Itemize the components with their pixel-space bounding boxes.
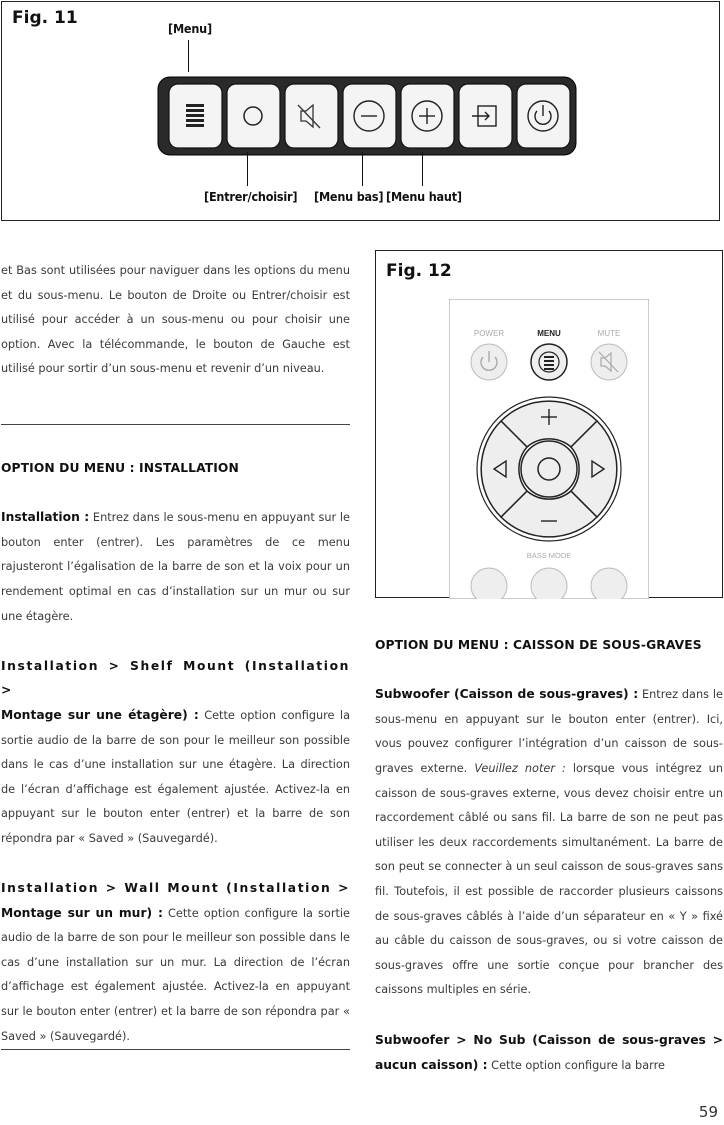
section-title-subwoofer: OPTION DU MENU : CAISSON DE SOUS-GRAVES [375,638,702,652]
enter-button [227,84,280,148]
shelf-mount-paragraph: Installation > Shelf Mount (Installation > Montage sur une étagère) : Cette option configure la sortie audio de la barre de son pour le meilleur son possible dans le cas d’une installation sur une étagère. La direction de l’écran d’affichage est également ajustée. Activez-la en appuyant sur le bouton enter (entrer) et la barre de son répondra par « Saved » (Sauvegardé). [1,654,350,852]
remote-center-button [521,441,577,497]
callout-menu: [Menu] [168,21,212,36]
subwoofer-lead: Subwoofer (Caisson de sous-graves) : [375,687,639,702]
bass-mode-label: BASS MODE [526,551,572,560]
figure-11-label: Fig. 11 [12,8,78,28]
remote-bass-button-3 [591,568,627,599]
page-number: 59 [698,1103,718,1121]
callout-line-menu [188,40,189,72]
remote-bass-button-2 [531,568,567,599]
callout-menu-up: [Menu haut] [386,189,462,204]
figure-12 [375,250,723,598]
subwoofer-paragraph: Subwoofer (Caisson de sous-graves) : Entrez dans le sous-menu en appuyant sur le bouton enter (entrer). Ici, vous pouvez configurer l’intégration d’un caisson de sous-graves externe. Veuillez noter : lorsque vous intégrez un caisson de sous-graves externe, vous devez choisir entre un raccordement câblé ou sans fil. La barre de son ne peut pas utiliser les deux raccordements simultanément. La barre de son peut se connecter à un seul caisson de sous-graves sans fil. Toutefois, il est possible de raccorder plusieurs caissons de sous-graves câblés à l’aide d’un séparateur en « Y » fixé au câble du caisson de sous-graves, ou si votre caisson de sous-graves offre une sortie conçue pour brancher des caissons multiples en série. [375,687,723,997]
figure-11 [1,1,720,221]
divider [1,424,350,425]
no-sub-paragraph: Subwoofer > No Sub (Caisson de sous-graves > aucun caisson) : Cette option configure la barre [375,1032,723,1073]
wall-mount-paragraph: Installation > Wall Mount (Installation > Montage sur un mur) : Cette option configure la sortie audio de la barre de son pour le meilleur son possible dans le cas d’une installation sur un mur. La direction de l’écran d’affichage est également ajustée. Activez-la en appuyant sur le bouton enter (entrer) et la barre de son répondra par « Saved » (Sauvegardé). [1,876,350,1049]
power-label: POWER [473,329,505,338]
installation-lead: Installation : [1,510,90,525]
figure-12-label: Fig. 12 [386,261,452,281]
section-title-installation: OPTION DU MENU : INSTALLATION [1,461,239,475]
callout-enter: [Entrer/choisir] [204,189,298,204]
intro-paragraph: et Bas sont utilisées pour naviguer dans les options du menu et du sous-menu. Le bouton de Droite ou Entrer/choisir est utilisé pour accéder à un sous-menu ou pour choisir une option. Avec la télécommande, le bouton de Gauche est utilisé pour sortir d’un sous-menu et revenir d’un niveau. [1,264,350,376]
callout-line-menu-up [422,152,423,186]
callout-menu-down: [Menu bas] [314,189,384,204]
no-sub-lead: Subwoofer > No Sub (Caisson de sous-graves > aucun caisson) : [375,1032,723,1073]
callout-line-menu-down [362,152,363,186]
installation-paragraph: Installation : Entrez dans le sous-menu en appuyant sur le bouton enter (entrer). Les paramètres de ce menu rajusteront l’égalisation de la barre de son et la voix pour un rendement optimal en cas d’installation sur un mur ou sur une étagère. [1,510,350,623]
shelf-mount-lead-a: Installation > Shelf Mount (Installation > [1,658,350,698]
wall-mount-lead-b: Montage sur un mur) : [1,905,163,920]
left-column [1,259,350,382]
wall-mount-lead-a: Installation > Wall Mount (Installation > [1,881,350,896]
soundbar-control-panel [157,76,577,156]
divider [1,1049,350,1050]
mute-button [285,84,338,148]
shelf-mount-lead-b: Montage sur une étagère) : [1,707,199,722]
installation-section [1,456,350,1049]
remote-bass-button-1 [471,568,507,599]
note-label: Veuillez noter : [474,761,566,775]
subwoofer-section [375,633,723,1079]
remote-control [449,299,649,599]
menu-label: MENU [537,329,561,338]
callout-line-enter [247,152,248,186]
mute-label: MUTE [597,329,621,338]
